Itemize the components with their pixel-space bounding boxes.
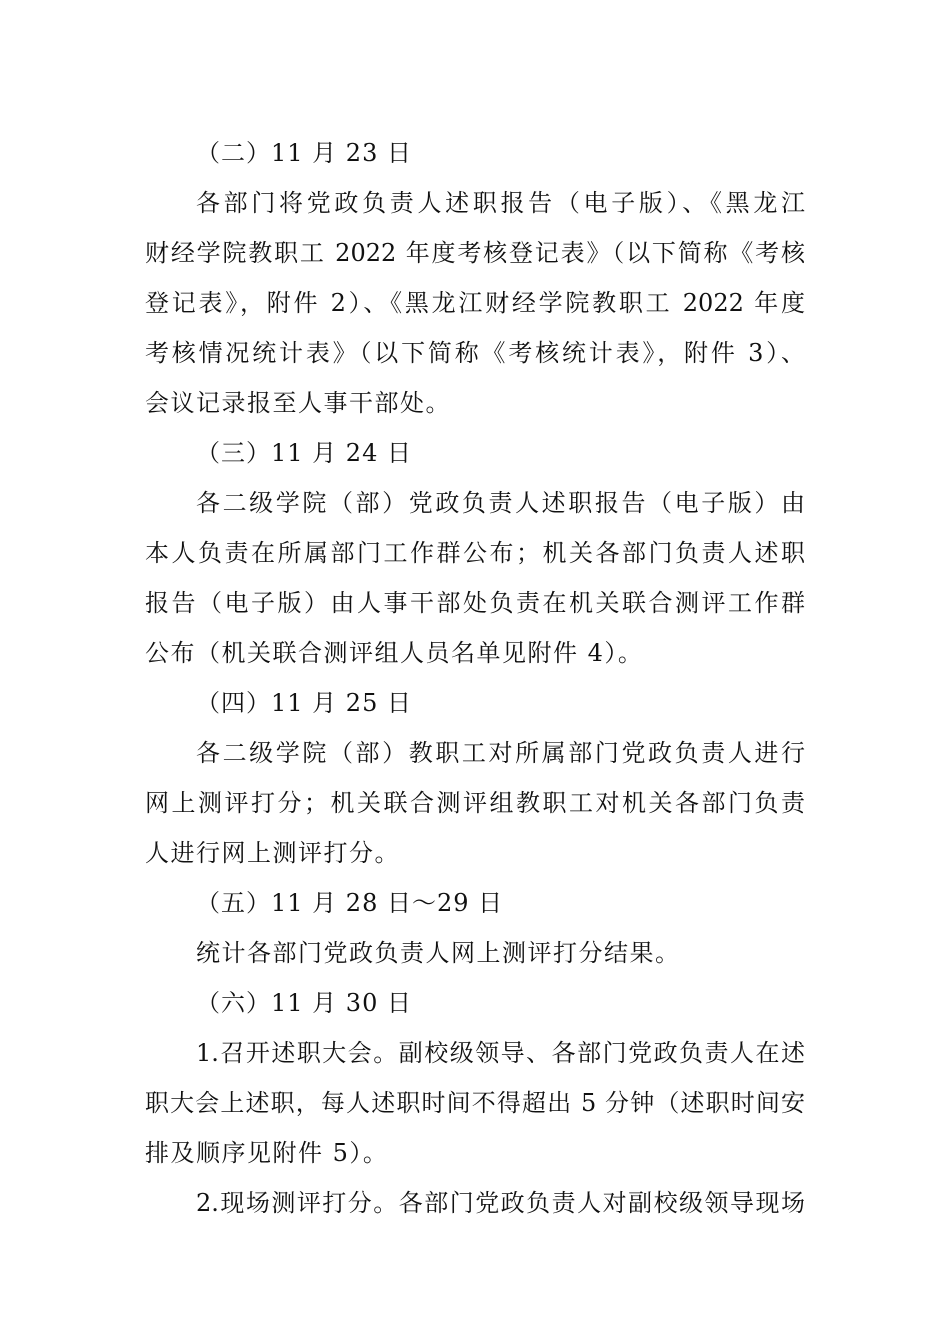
paragraph-line: 考核情况统计表》（以下简称《考核统计表》，附件 3）、 xyxy=(145,339,805,367)
section-heading-3: （三）11 月 24 日 xyxy=(196,439,412,467)
paragraph-line: 会议记录报至人事干部处。 xyxy=(145,389,451,417)
paragraph-line: 各二级学院（部）党政负责人述职报告（电子版）由 xyxy=(196,489,805,517)
paragraph-line: 1.召开述职大会。副校级领导、各部门党政负责人在述 xyxy=(196,1039,805,1067)
section-heading-4: （四）11 月 25 日 xyxy=(196,689,412,717)
paragraph-line: 本人负责在所属部门工作群公布；机关各部门负责人述职 xyxy=(145,539,805,567)
section-heading-5: （五）11 月 28 日～29 日 xyxy=(196,889,504,917)
paragraph-line: 网上测评打分；机关联合测评组教职工对机关各部门负责 xyxy=(145,789,805,817)
paragraph-line: 职大会上述职，每人述职时间不得超出 5 分钟（述职时间安 xyxy=(145,1089,805,1117)
paragraph-line: 人进行网上测评打分。 xyxy=(145,839,400,867)
section-heading-6: （六）11 月 30 日 xyxy=(196,989,412,1017)
paragraph-line: 2.现场测评打分。各部门党政负责人对副校级领导现场 xyxy=(196,1189,805,1217)
paragraph-line: 登记表》，附件 2）、《黑龙江财经学院教职工 2022 年度 xyxy=(145,289,805,317)
paragraph-line: 财经学院教职工 2022 年度考核登记表》（以下简称《考核 xyxy=(145,239,805,267)
paragraph-line: 排及顺序见附件 5）。 xyxy=(145,1139,389,1167)
paragraph-line: 报告（电子版）由人事干部处负责在机关联合测评工作群 xyxy=(145,589,805,617)
paragraph-line: 各部门将党政负责人述职报告（电子版）、《黑龙江 xyxy=(196,189,805,217)
section-heading-2: （二）11 月 23 日 xyxy=(196,139,412,167)
paragraph-line: 各二级学院（部）教职工对所属部门党政负责人进行 xyxy=(196,739,805,767)
paragraph-line: 统计各部门党政负责人网上测评打分结果。 xyxy=(196,939,681,967)
paragraph-line: 公布（机关联合测评组人员名单见附件 4）。 xyxy=(145,639,644,667)
